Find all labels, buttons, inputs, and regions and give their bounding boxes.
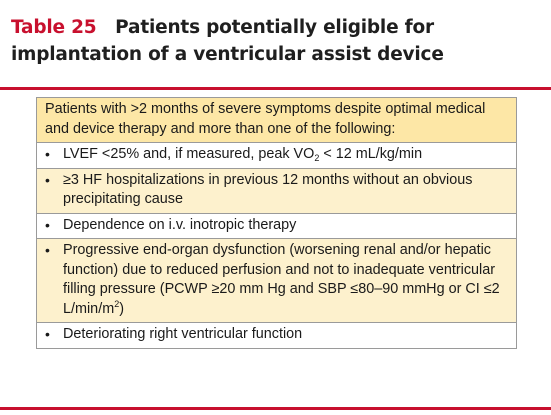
criteria-table — [36, 97, 517, 349]
bullet: • — [45, 242, 50, 258]
criterion-end-organ — [37, 239, 516, 323]
bullet: • — [45, 216, 50, 233]
criterion-text: Deteriorating right ventricular function — [63, 326, 303, 342]
table-caption: Patients potentially eligible for implantation of a ventricular assist device — [11, 17, 444, 65]
criterion-lvef — [37, 143, 516, 169]
bottom-rule — [0, 407, 551, 410]
criteria-intro: Patients with >2 months of severe symptoms despite optimal medical and device therapy and more than one of the following: — [37, 98, 516, 143]
superscript: 2 — [114, 298, 120, 309]
bullet: • — [45, 171, 50, 188]
bullet: • — [45, 146, 50, 162]
bullet: • — [45, 326, 50, 342]
table-number: Table 25 — [11, 17, 97, 38]
criterion-text: Dependence on i.v. inotropic therapy — [63, 216, 297, 233]
criterion-hospitalizations — [37, 169, 516, 214]
criterion-right-ventricle — [37, 323, 516, 348]
top-rule — [0, 87, 551, 90]
subscript: 2 — [314, 153, 320, 163]
criterion-text: ≥3 HF hospitalizations in previous 12 months without an obvious precipitating cause — [63, 171, 473, 207]
criterion-inotropic — [37, 214, 516, 240]
table-heading — [11, 14, 546, 68]
criterion-text: Progressive end-organ dysfunction (worsening renal and/or hepatic function) due to reduced perfusion and not to inadequate ventricular filling pressure (PCWP ≥20 mm Hg and SBP ≤80–90 mmHg or CI ≤2 $L/\min/m^2$) — [63, 242, 500, 317]
criterion-text: LVEF <25% and, if measured, peak $VO_2 < 12$ mL/kg/min — [63, 146, 423, 163]
